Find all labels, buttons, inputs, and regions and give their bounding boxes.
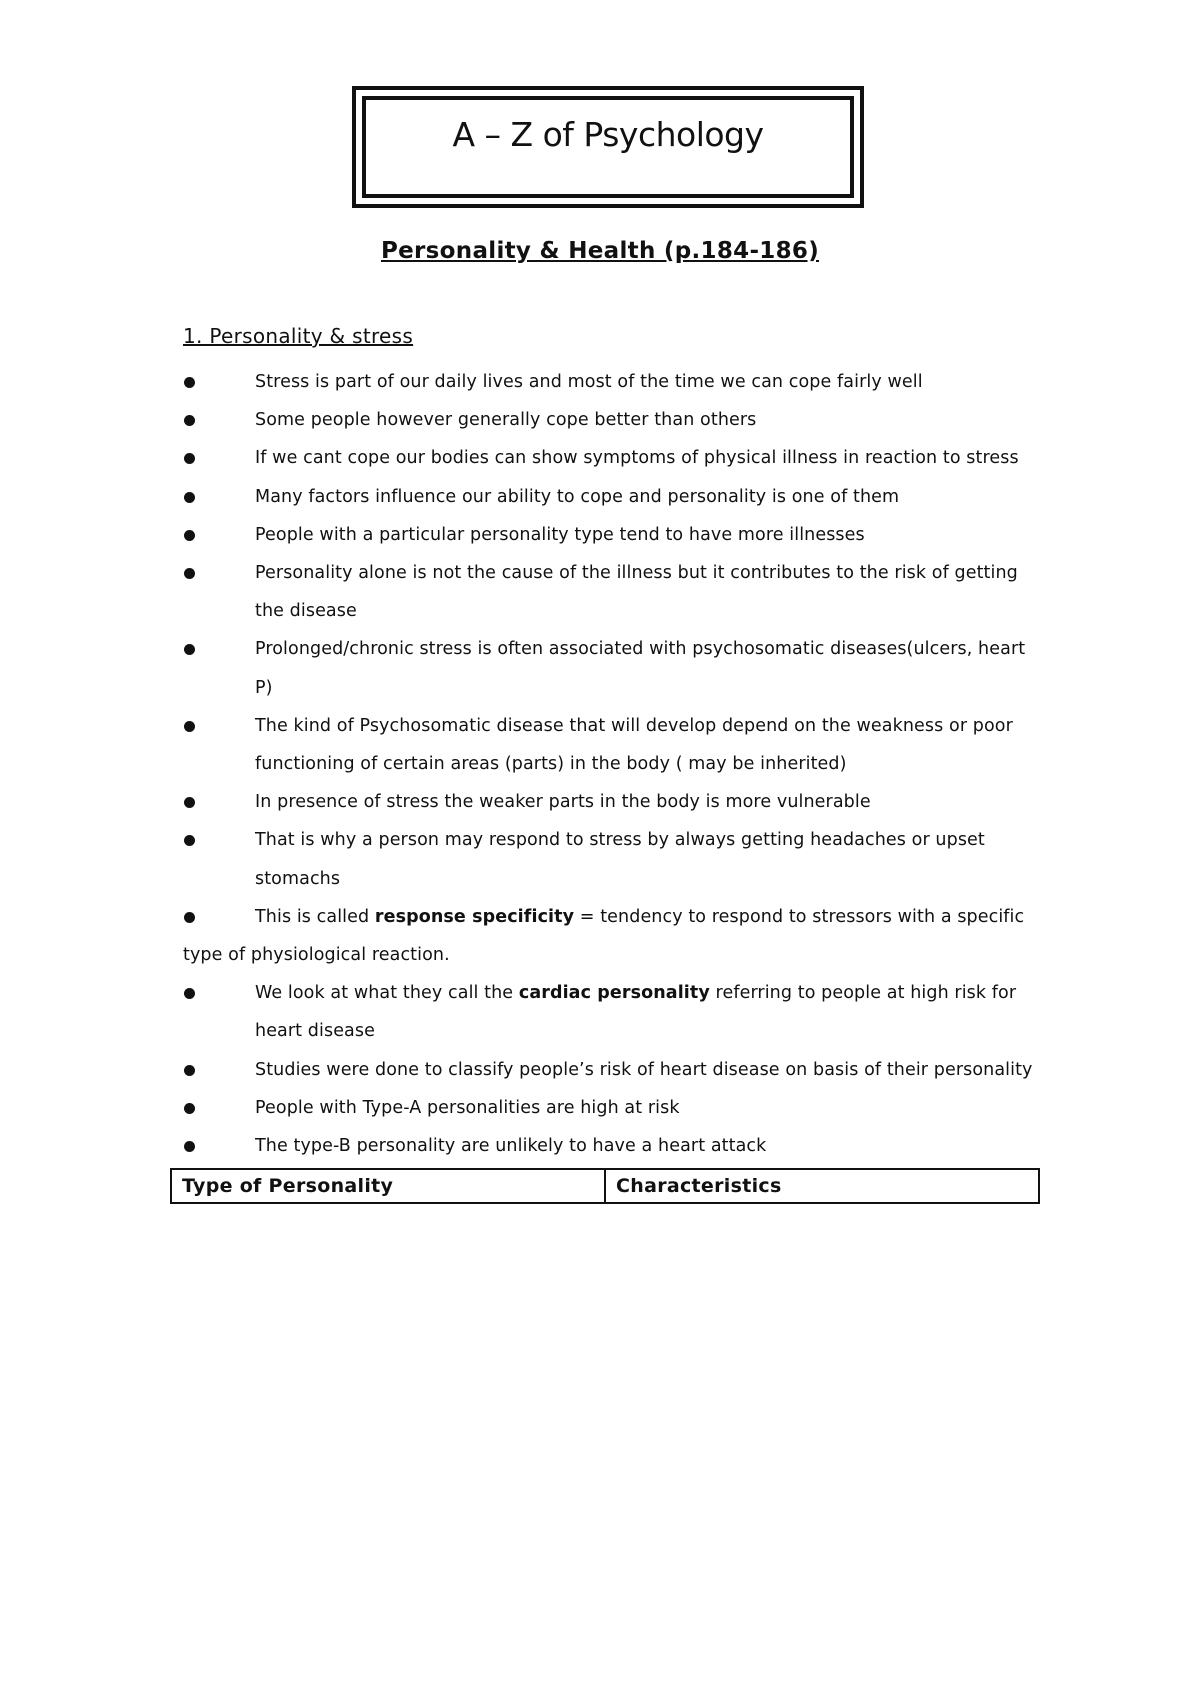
list-item xyxy=(183,1089,1043,1127)
bullet-icon xyxy=(184,1141,195,1152)
list-item xyxy=(183,1127,1043,1165)
list-item-text: Prolonged/chronic stress is often associated with psychosomatic diseases(ulcers, heart P) xyxy=(255,639,1026,698)
list-item xyxy=(183,554,1043,630)
bullet-icon xyxy=(184,721,195,732)
list-item-text: In presence of stress the weaker parts in the body is more vulnerable xyxy=(255,792,871,813)
list-item xyxy=(183,401,1043,439)
bullet-icon xyxy=(184,988,195,999)
title-box-inner xyxy=(362,96,854,198)
list-item xyxy=(183,478,1043,516)
list-item-text: The kind of Psychosomatic disease that will develop depend on the weakness or poor functioning of certain areas (parts) in the body ( may be inherited) xyxy=(255,715,1013,775)
list-item xyxy=(183,783,1043,821)
bullet-icon xyxy=(184,797,195,808)
table-header-row xyxy=(171,1169,1039,1203)
bullet-icon xyxy=(184,568,195,579)
list-item-text-after: = tendency to respond to stressors with a specific type of physiological reaction. xyxy=(183,906,1025,966)
list-item-text: The type-B personality are unlikely to have a heart attack xyxy=(255,1136,767,1157)
list-item-text: That is why a person may respond to stress by always getting headaches or upset stomachs xyxy=(255,830,985,889)
bullet-list xyxy=(183,363,1043,1165)
bullet-icon xyxy=(184,835,195,846)
list-item-text: Many factors influence our ability to cope and personality is one of them xyxy=(255,486,900,507)
list-item-text: Some people however generally cope better than others xyxy=(255,410,757,431)
bullet-icon xyxy=(184,377,195,388)
bullet-icon xyxy=(184,415,195,426)
term-response-specificity: response specificity xyxy=(374,906,575,927)
list-item xyxy=(183,439,1043,477)
bullet-icon xyxy=(184,530,195,541)
list-item-text: If we cant cope our bodies can show symptoms of physical illness in reaction to stress xyxy=(255,448,1019,469)
bullet-icon xyxy=(184,1065,195,1076)
list-item-text: Stress is part of our daily lives and most of the time we can cope fairly well xyxy=(255,372,923,392)
table-header-characteristics: Characteristics xyxy=(605,1169,1039,1203)
list-item-text: People with a particular personality type tend to have more illnesses xyxy=(255,524,865,545)
bullet-icon xyxy=(184,453,195,464)
bullet-icon xyxy=(184,912,195,923)
list-item xyxy=(183,516,1043,554)
list-item-text-after: referring to people at high risk for heart disease xyxy=(255,983,1017,1042)
list-item xyxy=(183,363,1043,401)
list-item-text: Studies were done to classify people’s risk of heart disease on basis of their personality xyxy=(255,1059,1033,1080)
list-item-text-before: This is called xyxy=(255,906,375,927)
list-item xyxy=(183,1051,1043,1089)
bullet-icon xyxy=(184,644,195,655)
title-box xyxy=(352,86,864,208)
list-item xyxy=(183,630,1043,706)
list-item-text: People with Type-A personalities are high at risk xyxy=(255,1097,680,1118)
bullet-icon xyxy=(184,1103,195,1114)
section-heading: 1. Personality & stress xyxy=(183,324,414,348)
list-item-response-specificity xyxy=(183,898,1043,974)
document-subtitle: Personality & Health (p.184-186) xyxy=(380,238,820,264)
list-item xyxy=(183,707,1043,783)
personality-table xyxy=(170,1168,1040,1204)
table-header-type: Type of Personality xyxy=(171,1169,605,1203)
term-cardiac-personality: cardiac personality xyxy=(518,983,710,1004)
list-item xyxy=(183,821,1043,897)
document-title: A – Z of Psychology xyxy=(452,114,764,154)
bullet-icon xyxy=(184,492,195,503)
list-item-cardiac-personality xyxy=(183,974,1043,1050)
list-item-text: Personality alone is not the cause of the illness but it contributes to the risk of getting the disease xyxy=(255,563,1018,622)
list-item-text-before: We look at what they call the xyxy=(255,983,519,1004)
